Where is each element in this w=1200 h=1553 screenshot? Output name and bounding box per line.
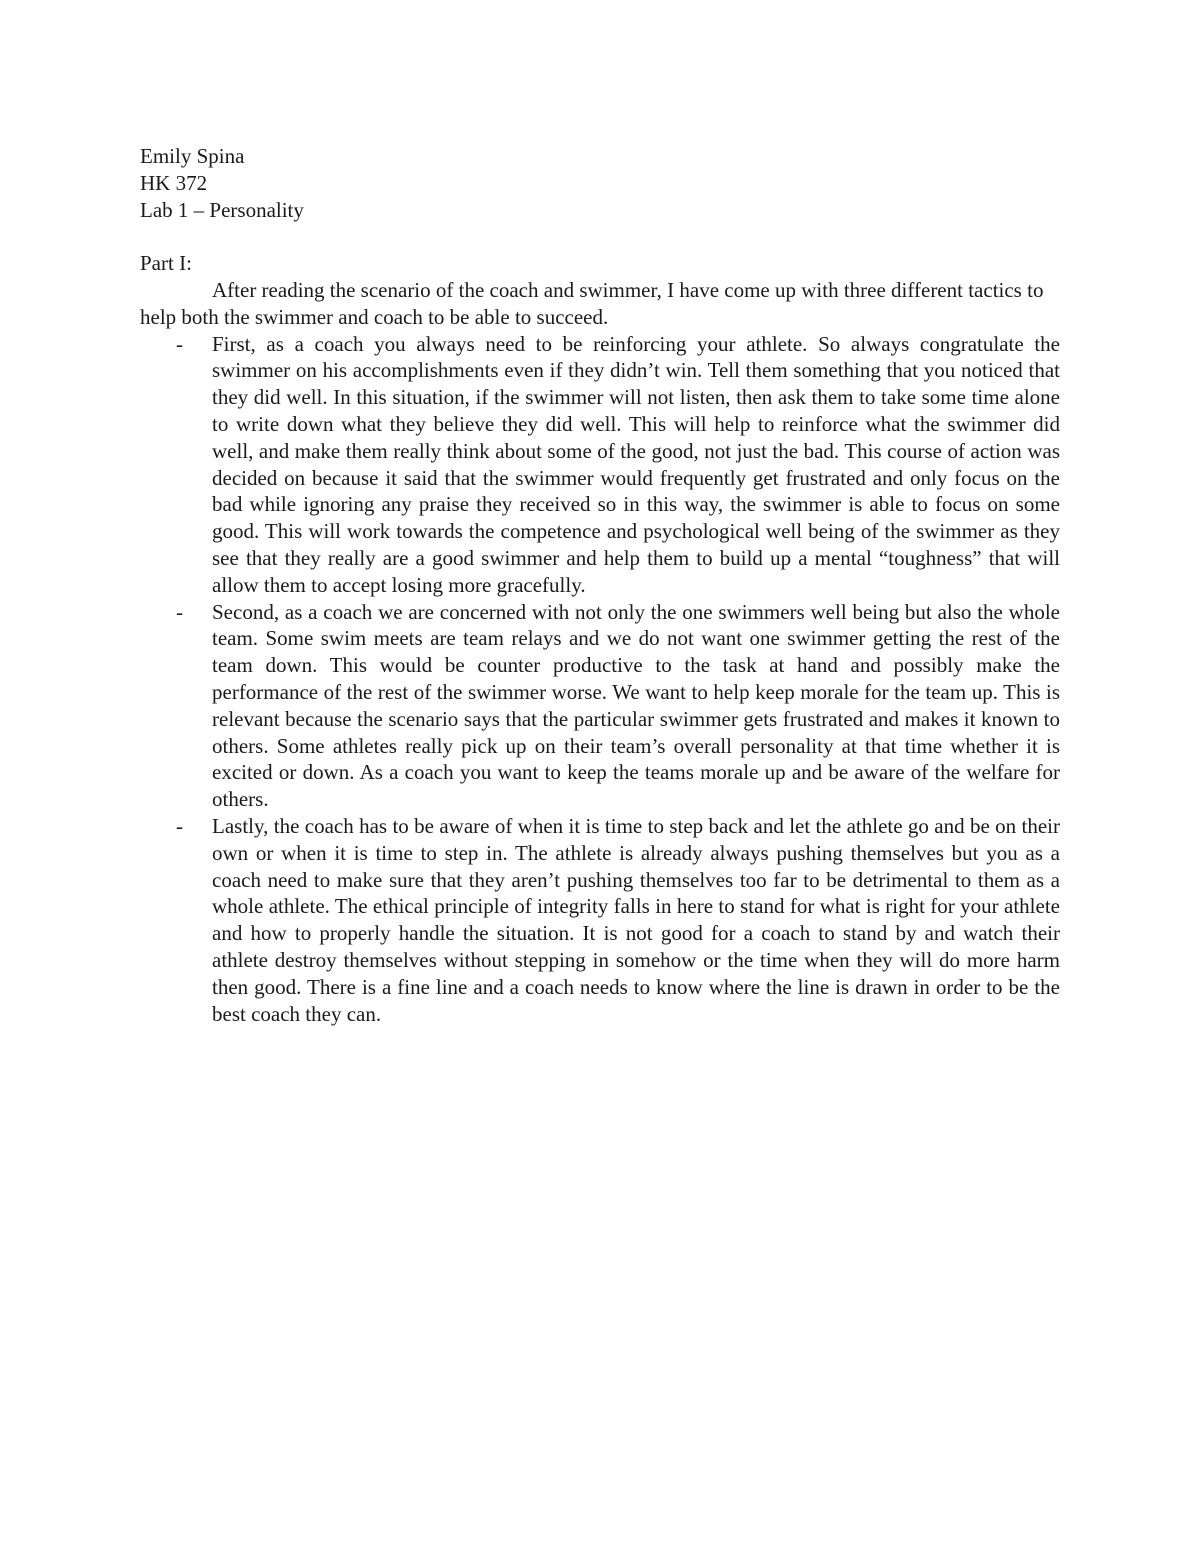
list-item-third xyxy=(140,813,1060,1027)
course-code: HK 372 xyxy=(140,170,208,195)
section-heading: Part I: xyxy=(140,251,192,276)
list-item-text: First, as a coach you always need to be reinforcing your athlete. So always congratulate the swimmer on his accomplishments even if they didn’t win. Tell them something that you noticed that they did well. In this situation, if the swimmer will not listen, then ask them to take some time alone to write down what they believe they did well. This will help to reinforce what the swimmer did well, and make them really think about some of the good, not just the bad. This course of action was decided on because it said that the swimmer would frequently get frustrated and only focus on the bad while ignoring any praise they received so in this way, the swimmer is able to focus on some good. This will work towards the competence and psychological well being of the swimmer as they see that they really are a good swimmer and help them to build up a mental “toughness” that will allow them to accept losing more gracefully. xyxy=(212,331,1060,597)
tactics-list xyxy=(140,331,1060,1028)
list-item-first xyxy=(140,331,1060,599)
bullet-dash: - xyxy=(176,331,183,356)
bullet-dash: - xyxy=(176,599,183,624)
intro-paragraph: After reading the scenario of the coach and swimmer, I have come up with three different tactics to help both the swimmer and coach to be able to succeed. xyxy=(140,277,1044,329)
bullet-dash: - xyxy=(176,813,183,838)
list-item-text: Lastly, the coach has to be aware of when it is time to step back and let the athlete go and be on their own or when it is time to step in. The athlete is already always pushing themselves but you as a coach need to make sure that they aren’t pushing themselves too far to be detrimental to them as a whole athlete. The ethical principle of integrity falls in here to stand for what is right for your athlete and how to properly handle the situation. It is not good for a coach to stand by and watch their athlete destroy themselves without stepping in somehow or the time when they will do more harm then good. There is a fine line and a coach needs to know where the line is drawn in order to be the best coach they can. xyxy=(212,813,1060,1026)
document-body xyxy=(140,143,1060,1027)
blank-line xyxy=(140,223,1060,250)
list-item-second xyxy=(140,599,1060,813)
author-name: Emily Spina xyxy=(140,144,245,168)
assignment-title: Lab 1 – Personality xyxy=(140,197,304,222)
list-item-text: Second, as a coach we are concerned with not only the one swimmers well being but also the whole team. Some swim meets are team relays and we do not want one swimmer getting the rest of the team down. This would be counter productive to the task at hand and possibly make the performance of the rest of the swimmer worse. We want to help keep morale for the team up. This is relevant because the scenario says that the particular swimmer gets frustrated and makes it known to others. Some athletes really pick up on their team’s overall personality at that time whether it is excited or down. As a coach you want to keep the teams morale up and be aware of the welfare for others. xyxy=(212,599,1060,812)
